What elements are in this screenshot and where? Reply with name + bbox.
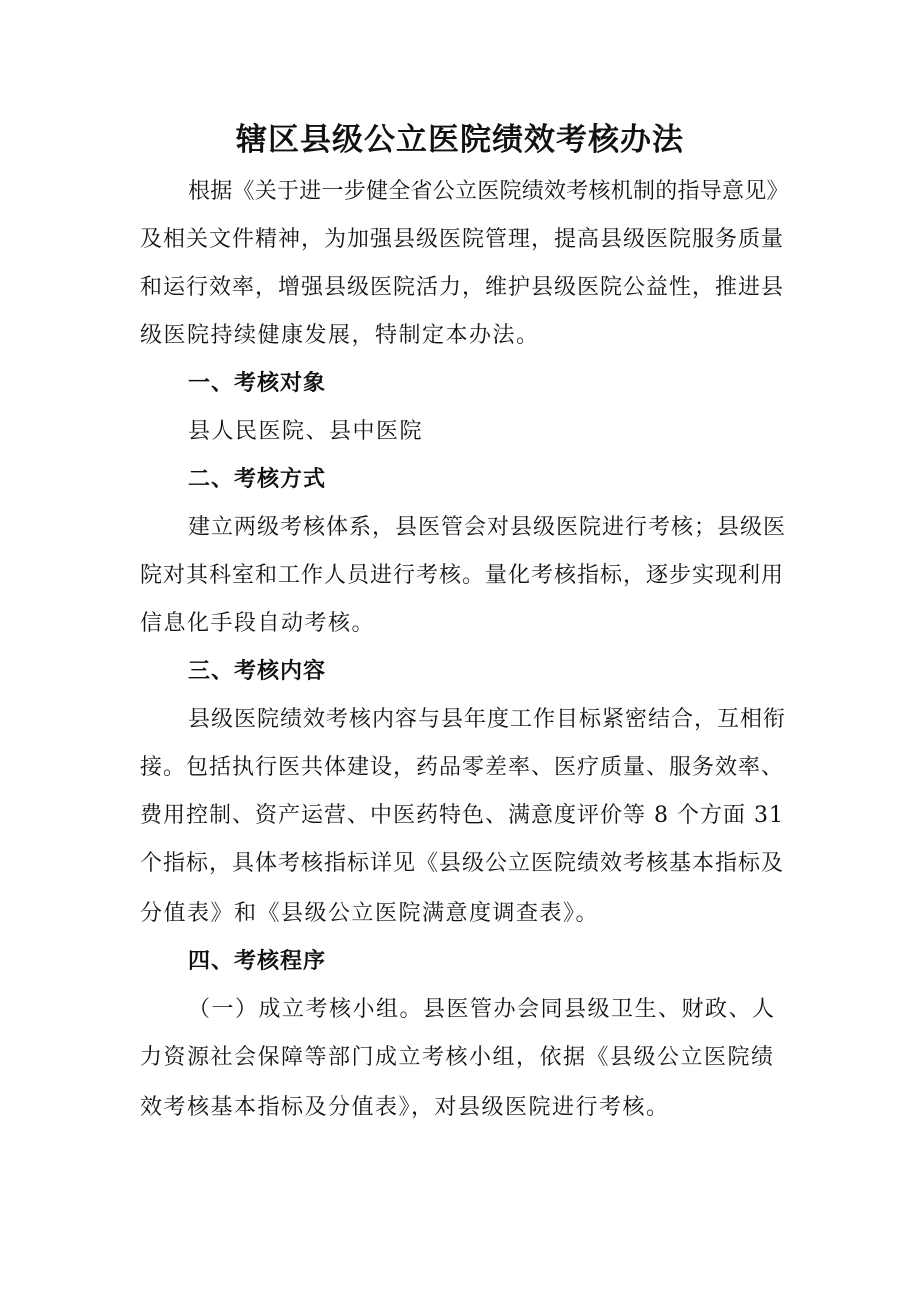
- section-heading-1: 一、考核对象: [188, 371, 327, 396]
- section-3-line: 分值表》和《县级公立医院满意度调查表》。: [140, 901, 600, 926]
- section-heading-2: 二、考核方式: [188, 467, 327, 492]
- document-title: 辖区县级公立医院绩效考核办法: [236, 122, 684, 158]
- section-heading-4: 四、考核程序: [188, 949, 327, 974]
- section-3-line: 费用控制、资产运营、中医药特色、满意度评价等 8 个方面 31: [140, 803, 784, 828]
- intro-line: 级医院持续健康发展，特制定本办法。: [140, 323, 540, 348]
- section-4-line: 力资源社会保障等部门成立考核小组，依据《县级公立医院绩: [140, 1045, 775, 1070]
- section-4-line: （一）成立考核小组。县医管办会同县级卫生、财政、人: [188, 997, 776, 1022]
- section-4-line: 效考核基本指标及分值表》，对县级医院进行考核。: [140, 1095, 670, 1120]
- section-2-line: 院对其科室和工作人员进行考核。量化考核指标，逐步实现利用: [140, 563, 785, 588]
- section-2-line: 信息化手段自动考核。: [140, 611, 376, 636]
- intro-line: 和运行效率，增强县级医院活力，维护县级医院公益性，推进县: [140, 275, 785, 300]
- section-3-line: 接。包括执行医共体建设，药品零差率、医疗质量、服务效率、: [140, 755, 785, 780]
- intro-line: 根据《关于进一步健全省公立医院绩效考核机制的指导意见》: [188, 179, 789, 204]
- intro-line: 及相关文件精神，为加强县级医院管理，提高县级医院服务质量: [140, 227, 785, 252]
- section-2-line: 建立两级考核体系，县医管会对县级医院进行考核；县级医: [188, 515, 787, 540]
- section-3-line: 个指标，具体考核指标详见《县级公立医院绩效考核基本指标及: [140, 851, 785, 876]
- section-3-line: 县级医院绩效考核内容与县年度工作目标紧密结合，互相衔: [188, 707, 787, 732]
- section-1-line: 县人民医院、县中医院: [188, 419, 424, 444]
- section-heading-3: 三、考核内容: [188, 659, 327, 684]
